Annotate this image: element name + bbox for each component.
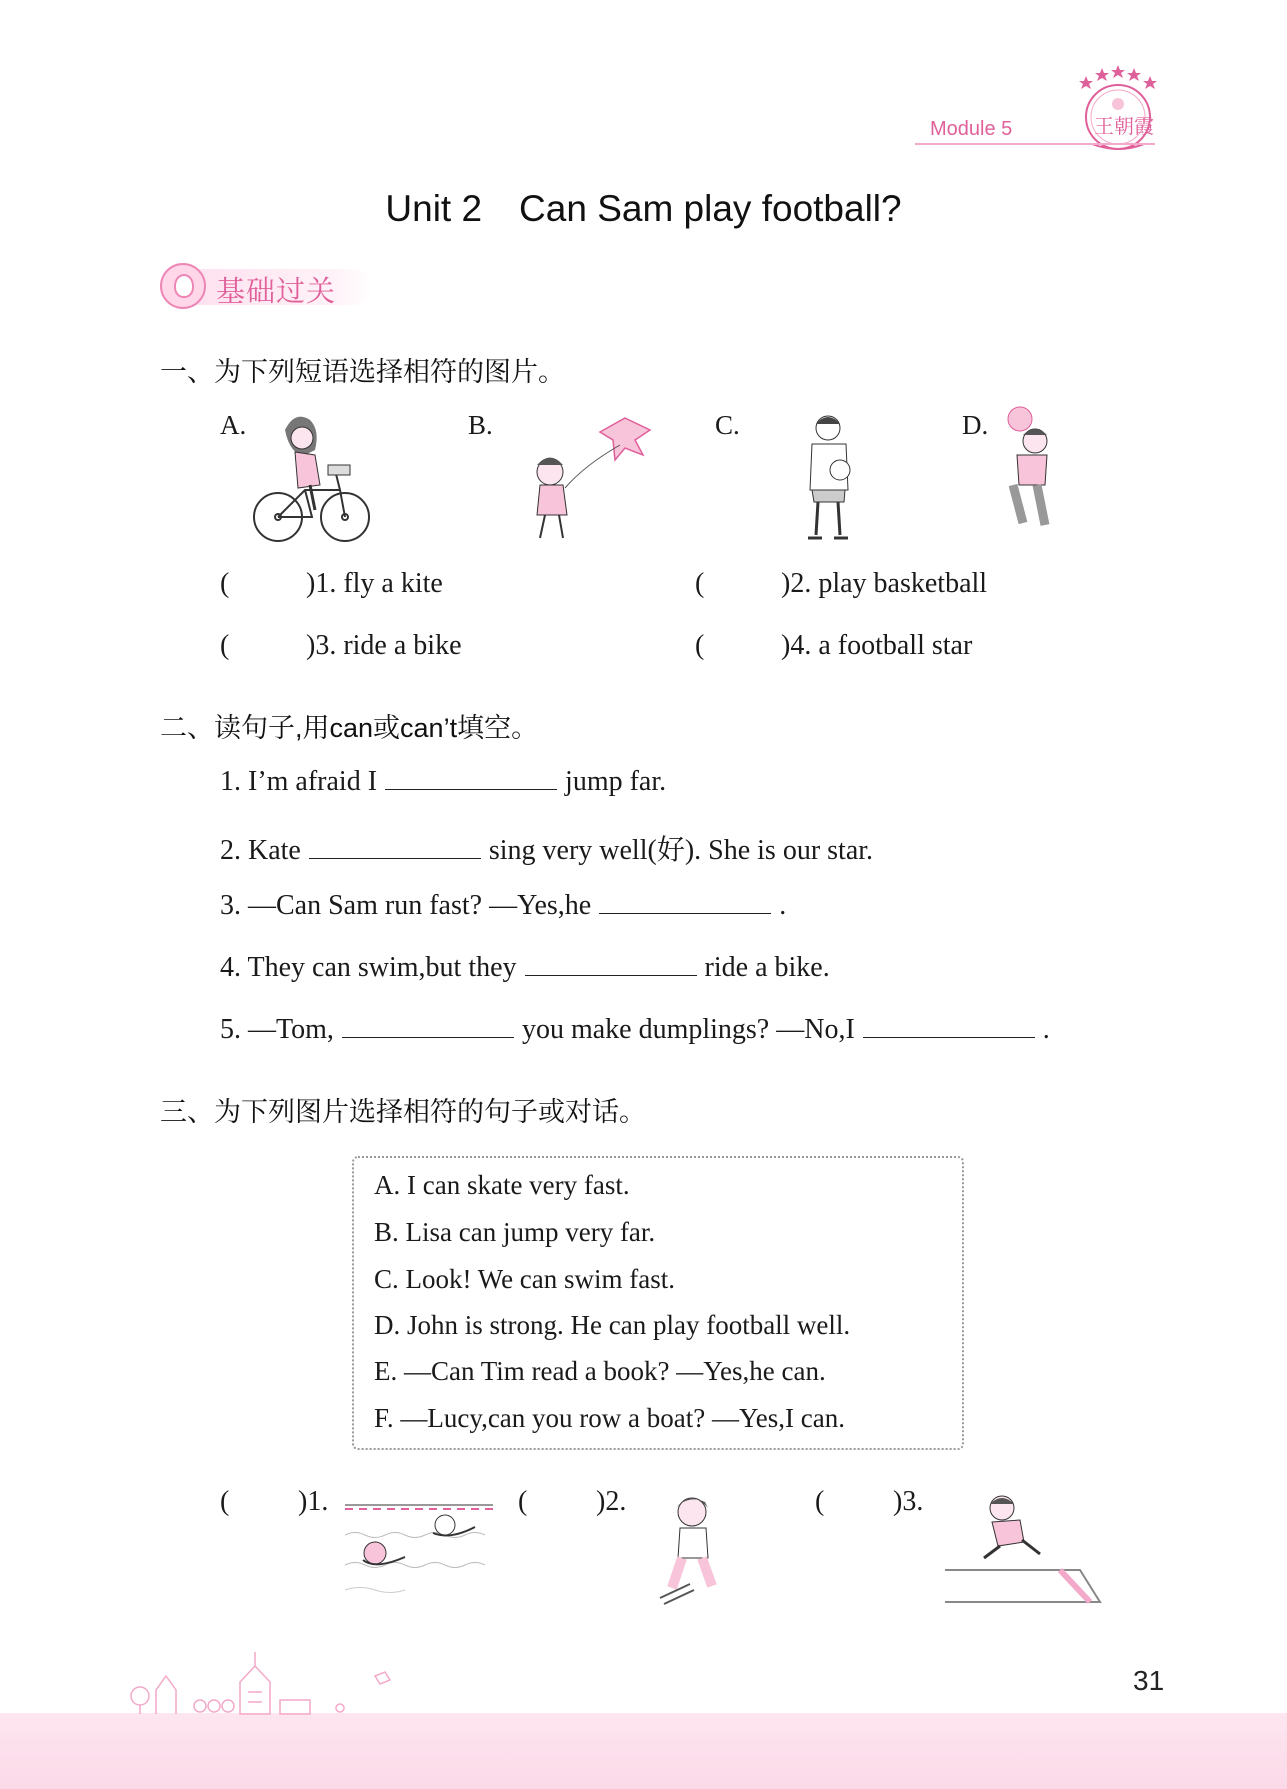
- blank-1[interactable]: [385, 788, 557, 790]
- section3-item-3: ( )3.: [815, 1486, 924, 1517]
- choice-b: B. Lisa can jump very far.: [374, 1217, 656, 1247]
- blank-2[interactable]: [309, 857, 481, 859]
- badge-label: 基础过关: [216, 276, 337, 308]
- boy-holding-football-illustration: [790, 410, 870, 545]
- answer-slot-2[interactable]: (: [695, 568, 705, 599]
- choice-d: D. John is strong. He can play football well.: [374, 1310, 851, 1340]
- item-3-text: 3. ride a bike: [315, 630, 462, 661]
- answer-slot-p2[interactable]: (: [518, 1486, 528, 1517]
- blank-5b[interactable]: [863, 1036, 1035, 1038]
- answer-slot-p1[interactable]: (: [220, 1486, 230, 1517]
- blank-5a[interactable]: [342, 1036, 514, 1038]
- section3-item-2: ( )2.: [518, 1486, 627, 1517]
- house-decoration-icon: [120, 1648, 420, 1718]
- option-b-letter: B.: [468, 410, 493, 440]
- fill-sentence-1: 1. I’m afraid I jump far.: [220, 766, 667, 797]
- option-a-letter: A.: [220, 410, 247, 440]
- girl-flying-kite-illustration: [525, 410, 660, 545]
- item-2-text: 2. play basketball: [790, 568, 988, 599]
- choice-e: E. —Can Tim read a book? —Yes,he can.: [374, 1356, 826, 1386]
- choice-f: F. —Lucy,can you row a boat? —Yes,I can.: [374, 1403, 845, 1433]
- item-1-text: 1. fly a kite: [315, 568, 443, 599]
- children-swimming-illustration: [345, 1495, 495, 1605]
- option-c-letter: C.: [715, 410, 740, 440]
- answer-slot-p3[interactable]: (: [815, 1486, 825, 1517]
- girl-face-icon: [160, 263, 206, 309]
- choice-c: C. Look! We can swim fast.: [374, 1264, 676, 1294]
- fill-sentence-2: 2. Kate sing very well(好). She is our star.: [220, 835, 874, 866]
- boy-playing-basketball-illustration: [995, 405, 1075, 540]
- blank-4[interactable]: [525, 974, 697, 976]
- section1-item-2: ( )2. play basketball: [695, 568, 988, 599]
- answer-slot-4[interactable]: (: [695, 630, 705, 661]
- choice-a: A. I can skate very fast.: [374, 1170, 630, 1200]
- publisher-logo: [1072, 62, 1162, 154]
- section3-heading: 三、为下列图片选择相符的句子或对话。: [160, 1097, 646, 1127]
- fill-sentence-5: 5. —Tom, you make dumplings? —No,I .: [220, 1014, 1050, 1045]
- girl-long-jump-illustration: [940, 1490, 1102, 1605]
- blank-3[interactable]: [599, 912, 771, 914]
- girl-skating-illustration: [650, 1488, 735, 1613]
- fill-sentence-4: 4. They can swim,but they ride a bike.: [220, 952, 830, 983]
- fill-sentence-3: 3. —Can Sam run fast? —Yes,he .: [220, 890, 787, 921]
- footer-band: [0, 1713, 1287, 1789]
- section3-item-1: ( )1.: [220, 1486, 329, 1517]
- module-label: Module 5: [930, 118, 1013, 140]
- section1-item-1: ( )1. fly a kite: [220, 568, 443, 599]
- module-rule: [915, 143, 1155, 145]
- page-number: 31: [1133, 1665, 1165, 1696]
- answer-slot-1[interactable]: (: [220, 568, 230, 599]
- girl-riding-bike-illustration: [250, 410, 375, 545]
- answer-slot-3[interactable]: (: [220, 630, 230, 661]
- item-4-text: 4. a football star: [790, 630, 973, 661]
- logo-text: 王朝霞: [1094, 114, 1154, 138]
- page-title: Unit 2 Can Sam play football?: [385, 188, 902, 229]
- section1-item-3: ( )3. ride a bike: [220, 630, 462, 661]
- section1-heading: 一、为下列短语选择相符的图片。: [160, 357, 565, 387]
- option-d-letter: D.: [962, 410, 989, 440]
- section2-heading: 二、读句子,用can或can’t填空。: [160, 713, 539, 743]
- section-badge: [160, 263, 378, 311]
- section1-item-4: ( )4. a football star: [695, 630, 973, 661]
- choices-box: [352, 1156, 964, 1450]
